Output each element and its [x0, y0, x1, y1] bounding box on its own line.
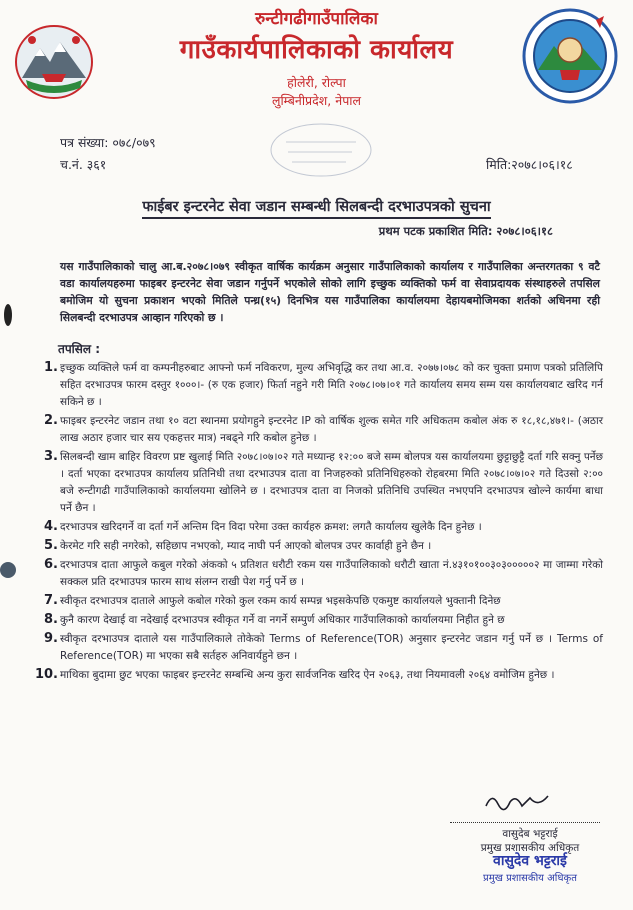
- signature-block: [440, 788, 620, 884]
- item-text: इच्छुक व्यक्तिले फर्म वा कम्पनीहरुबाट आफ्नो फर्म नविकरण, मुल्य अभिवृद्धि कर तथा आ.व. २०७७।०७८ को कर चुक्ता प्रमाण पत्रको प्रतिलिपि सहित दरभाउपत्र फारम दस्तुर १०००।- (रु एक हजार) फिर्ता नहुने गरी मिति २०७८।०७।०१ गते कार्यालय समय सम्म यस कार्यालयबाट खरिद गर्न सकिने छ ।: [60, 362, 603, 408]
- item-number: 6.: [44, 557, 58, 572]
- publication-date: प्रथम पटक प्रकाशित मिति: २०७८।०६।१८: [378, 224, 553, 238]
- list-item: [0, 631, 633, 665]
- stamp-title: प्रमुख प्रशासकीय अधिकृत: [483, 873, 577, 884]
- signature-line: [450, 822, 600, 823]
- item-number: 4.: [44, 519, 58, 534]
- item-text: कुनै कारण देखाई वा नदेखाई दरभाउपत्र स्वीकृत गर्ने वा नगर्ने सम्पुर्ण अधिकार गाउँपालिकाको कार्यालयमा निहीत हुने छ: [60, 614, 505, 626]
- item-text: दरभाउपत्र खरिदगर्ने वा दर्ता गर्ने अन्तिम दिन विदा परेमा उक्त कार्यहरु क्रमश: लगतै कार्यालय खुलेकै दिन हुनेछ ।: [60, 521, 482, 533]
- item-number: 7.: [44, 593, 58, 608]
- notice-title: फाईबर इन्टरनेट सेवा जडान सम्बन्धी सिलबन्दी दरभाउपत्रको सुचना: [0, 196, 633, 216]
- item-text: फाइबर इन्टरनेट जडान तथा १० वटा स्थानमा प्रयोगहुने इन्टरनेट IP को वार्षिक शुल्क समेत गरि अधिकतम कबोल अंक रु १८,१८,४७१।- (अठार लाख अठार हजार चार सय एकहत्तर मात्र) नबढ्ने गरि कबोल हुनेछ ।: [60, 415, 603, 444]
- item-text: सिलबन्दी खाम बाहिर विवरण प्रष्ट खुलाई मिति २०७८।०७।०२ गते मध्यान्ह १२:०० बजे सम्म बोलपत्र यस कार्यालयमा छुट्टाछुट्टै दर्ता गरि सक्नु पर्नेछ । दर्ता भएका दरभाउपत्र कार्यालय प्रतिनिधी तथा दरभाउपत्र दाता वा निजहरुको प्रतिनिधिहरुको रोहबरमा मिति २०७८।०७।०२ गते दिउसो २:०० बजे रुन्टीगढी गाउँपालिकाको कार्यालयमा खोलिने छ । दरभाउपत्र दाता वा निजको प्रतिनिधि उपस्थित नभएपनि दरभाउपत्र खोल्ने कार्यमा बाधा पर्ने छैन ।: [60, 451, 603, 514]
- office-province: लुम्बिनीप्रदेश, नेपाल: [271, 93, 362, 108]
- punch-hole-mark: [4, 304, 12, 326]
- item-text: स्वीकृत दरभाउपत्र दाताले यस गाउँपालिकाले तोकेको Terms of Reference(TOR) अनुसार इन्टरनेट जडान गर्नु पर्ने छ । Terms of Reference(TOR) मा भएका सबै सर्तहरु अनिवार्यहुने छन ।: [60, 633, 603, 662]
- item-text: केरमेट गरि सही नगरेको, सहिछाप नभएको, म्याद नाघी पर्न आएको बोलपत्र उपर कार्वाही हुने छैन ।: [60, 540, 432, 552]
- item-number: 3.: [44, 449, 58, 464]
- patra-sankhya: पत्र संख्या: ०७८/०७९: [60, 135, 156, 150]
- list-item: [0, 360, 633, 411]
- list-item: [0, 519, 633, 536]
- list-item: [0, 667, 633, 684]
- item-text: स्वीकृत दरभाउपत्र दाताले आफुले कबोल गरेको कुल रकम कार्य सम्पन्न भइसकेपछि एकमुष्ट कार्यालयले भुक्तानी दिनेछ: [60, 595, 501, 607]
- signatory-title: प्रमुख प्रशासकीय अधिकृत: [480, 842, 580, 854]
- list-item: [0, 593, 633, 610]
- notice-intro: यस गाउँपालिकाको चालु आ.ब.२०७८।०७९ स्वीकृत वार्षिक कार्यक्रम अनुसार गाउँपालिकाको कार्यालय र गाउँपालिका अन्तरगतका ९ वटै वडा कार्यालयहरुमा फाइबर इन्टरनेट सेवा जडान गर्नुपर्ने भएकोले सोको लागि इच्छुक व्यक्तिको फर्म वा सेवाप्रदायक संस्थाहरुले तपसिल बमोजिम यो सुचना प्रकाशन भएको मितिले पन्ध्र(१५) दिनभित्र यस गाउँपालिका कार्यालयमा देहायबमोजिमका शर्तको अधिनमा रही सिलबन्दी दरभाउपत्र आव्हान गरिएको छ ।: [60, 260, 600, 324]
- item-text: दरभाउपत्र दाता आफुले कबुल गरेको अंकको ५ प्रतिशत धरौटी रकम यस गाउँपालिकाको धरौटी खाता नं.४३१०१००३०३०००००२ मा जाम्मा गरेको सक्कल प्रति दरभाउपत्र फारम साथ संलग्न राखी पेश गर्नु पर्ने छ ।: [60, 559, 603, 588]
- receipt-stamp-icon: [266, 120, 376, 180]
- chalani-number: च.नं. ३६१: [60, 157, 107, 172]
- item-number: 2.: [44, 413, 58, 428]
- tapsil-label: तपसिल :: [58, 342, 100, 356]
- signature-scribble-icon: [482, 788, 552, 816]
- letter-date: मिति:२०७८।०६।१८: [486, 157, 573, 172]
- item-number: 8.: [44, 612, 58, 627]
- org-name: रुन्टीगढीगाउँपालिका: [255, 9, 378, 29]
- list-item: [0, 413, 633, 447]
- item-number: 9.: [44, 631, 58, 646]
- stamp-name: वासुदेव भट्टराई: [493, 853, 567, 869]
- item-number: 1.: [44, 360, 58, 375]
- signatory-name: वासुदेब भट्टराई: [502, 828, 558, 840]
- item-number: 10.: [34, 667, 58, 682]
- item-text: माथिका बुदामा छुट भएका फाइबर इन्टरनेट सम्बन्धि अन्य कुरा सार्वजनिक खरिद ऐन २०६३, तथा नियमावली २०६४ वमोजिम हुनेछ ।: [60, 669, 555, 681]
- office-place: होलेरी, रोल्पा: [287, 75, 346, 90]
- list-item: [0, 538, 633, 555]
- office-name: गाउँकार्यपालिकाको कार्यालय: [179, 35, 454, 65]
- item-number: 5.: [44, 538, 58, 553]
- list-item: [0, 612, 633, 629]
- punch-hole-mark: [0, 562, 16, 578]
- list-item: [0, 449, 633, 517]
- list-item: [0, 557, 633, 591]
- condition-list: [0, 360, 633, 686]
